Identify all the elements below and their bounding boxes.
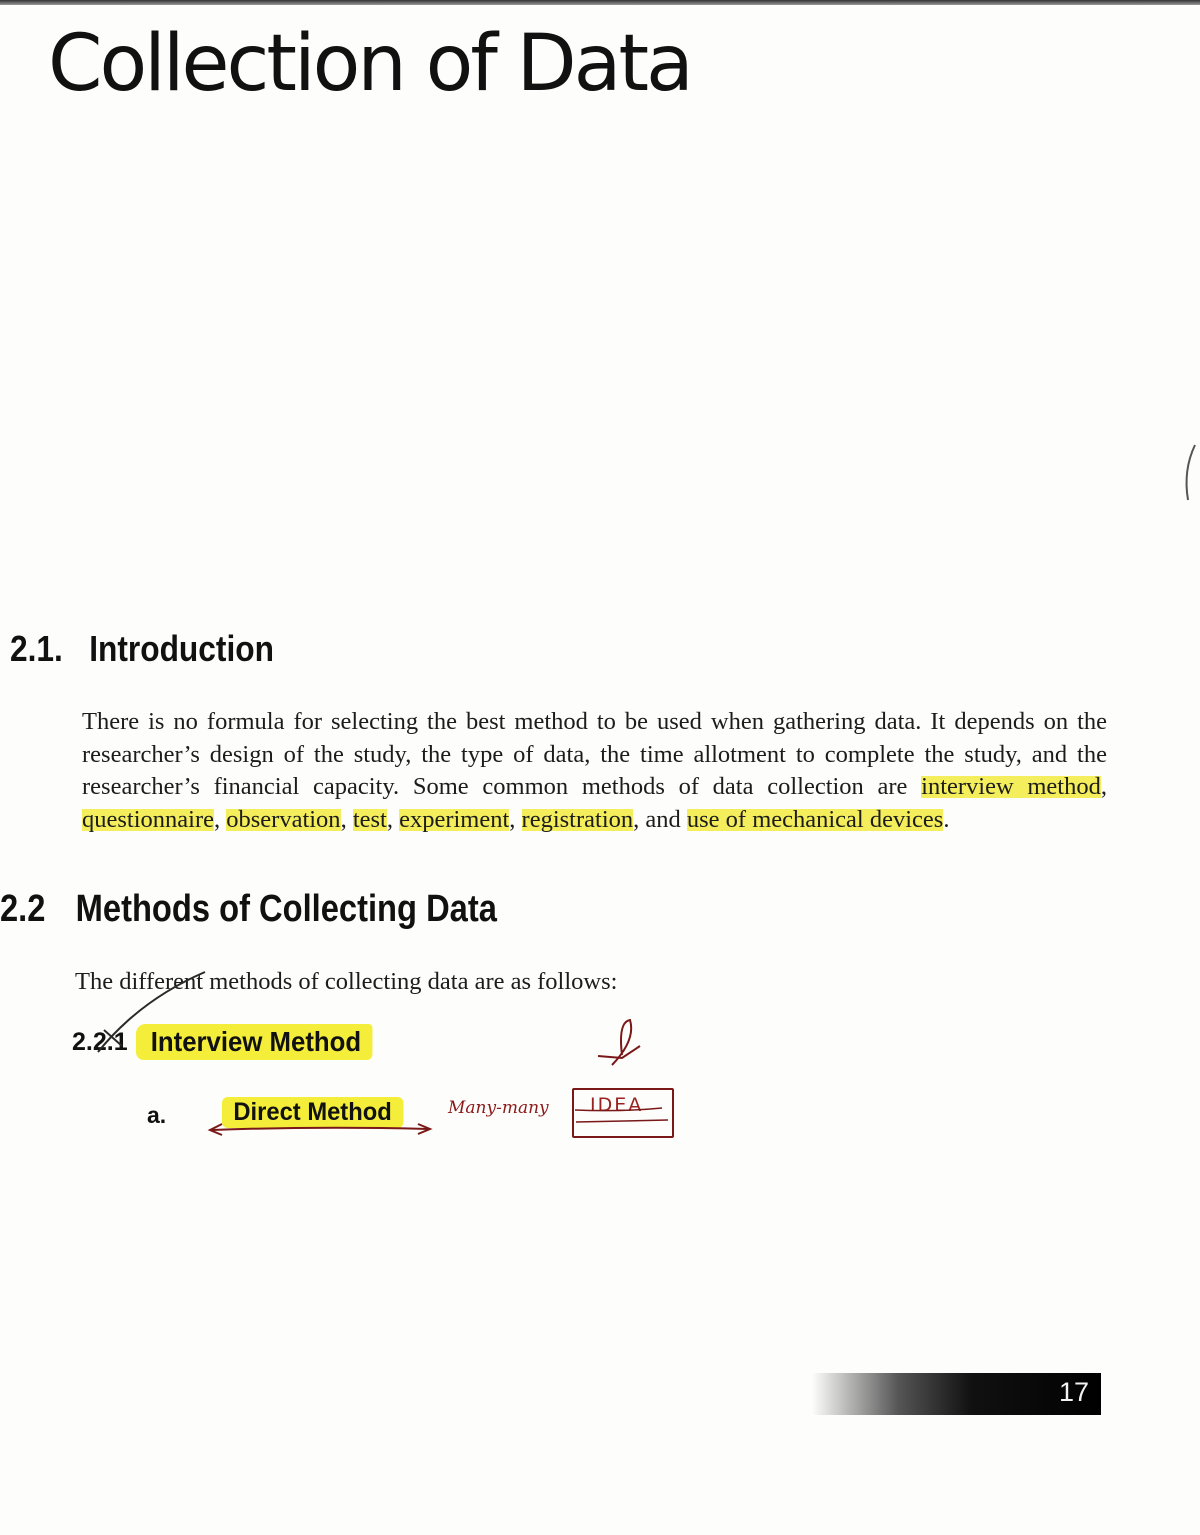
top-rule [0,0,1200,5]
subsection-number: 2.2.1 [72,1028,128,1056]
separator: , [1100,773,1107,800]
pen-arrowhead-left [210,1124,222,1135]
methods-intro-paragraph: The different methods of collecting data are as follows: [75,968,618,995]
handwritten-margin-note: Many-many [448,1098,549,1118]
pen-bracket-mark [1187,445,1195,500]
introduction-paragraph [82,706,1107,836]
handwritten-idea-text: IDEA [590,1094,644,1116]
highlighted-term: observation [226,805,341,833]
section-heading-methods [0,888,497,931]
chapter-title: Collection of Data [48,19,691,109]
section-number: 2.1. [10,628,63,669]
highlighted-term: use of mechanical devices [686,805,944,833]
item-letter: a. [147,1102,167,1128]
page-number: 17 [1058,1377,1089,1407]
pen-underline-arrow [212,1128,428,1130]
separator: , [386,805,400,833]
separator: , [214,805,227,833]
highlighted-term: test [352,805,387,833]
section-number: 2.2 [0,888,46,930]
item-title: Direct Method [222,1097,403,1128]
page-number-badge [812,1373,1101,1415]
section-title: Methods of Collecting Data [75,888,497,930]
separator: , [340,805,353,833]
highlighted-term: registration [521,805,634,833]
separator: . [943,805,950,833]
highlighted-term: questionnaire [82,805,214,833]
separator: , [509,805,522,833]
section-heading-introduction [10,628,274,670]
section-title: Introduction [89,628,274,669]
paragraph-text: There is no formula for selecting the best method to be used when gathering data. It depends on the researcher’s design of the study, the type of data, the time allotment to complete the study, and the researcher’s financial capacity. Some common methods of data collection are [82,708,1107,800]
separator: , and [633,805,687,833]
pen-arrowhead-right [418,1124,430,1134]
subsection-title: Interview Method [136,1024,372,1060]
pen-idea-stem [598,1020,640,1065]
highlighted-term: interview method [921,773,1101,800]
highlighted-term: experiment [399,805,510,833]
